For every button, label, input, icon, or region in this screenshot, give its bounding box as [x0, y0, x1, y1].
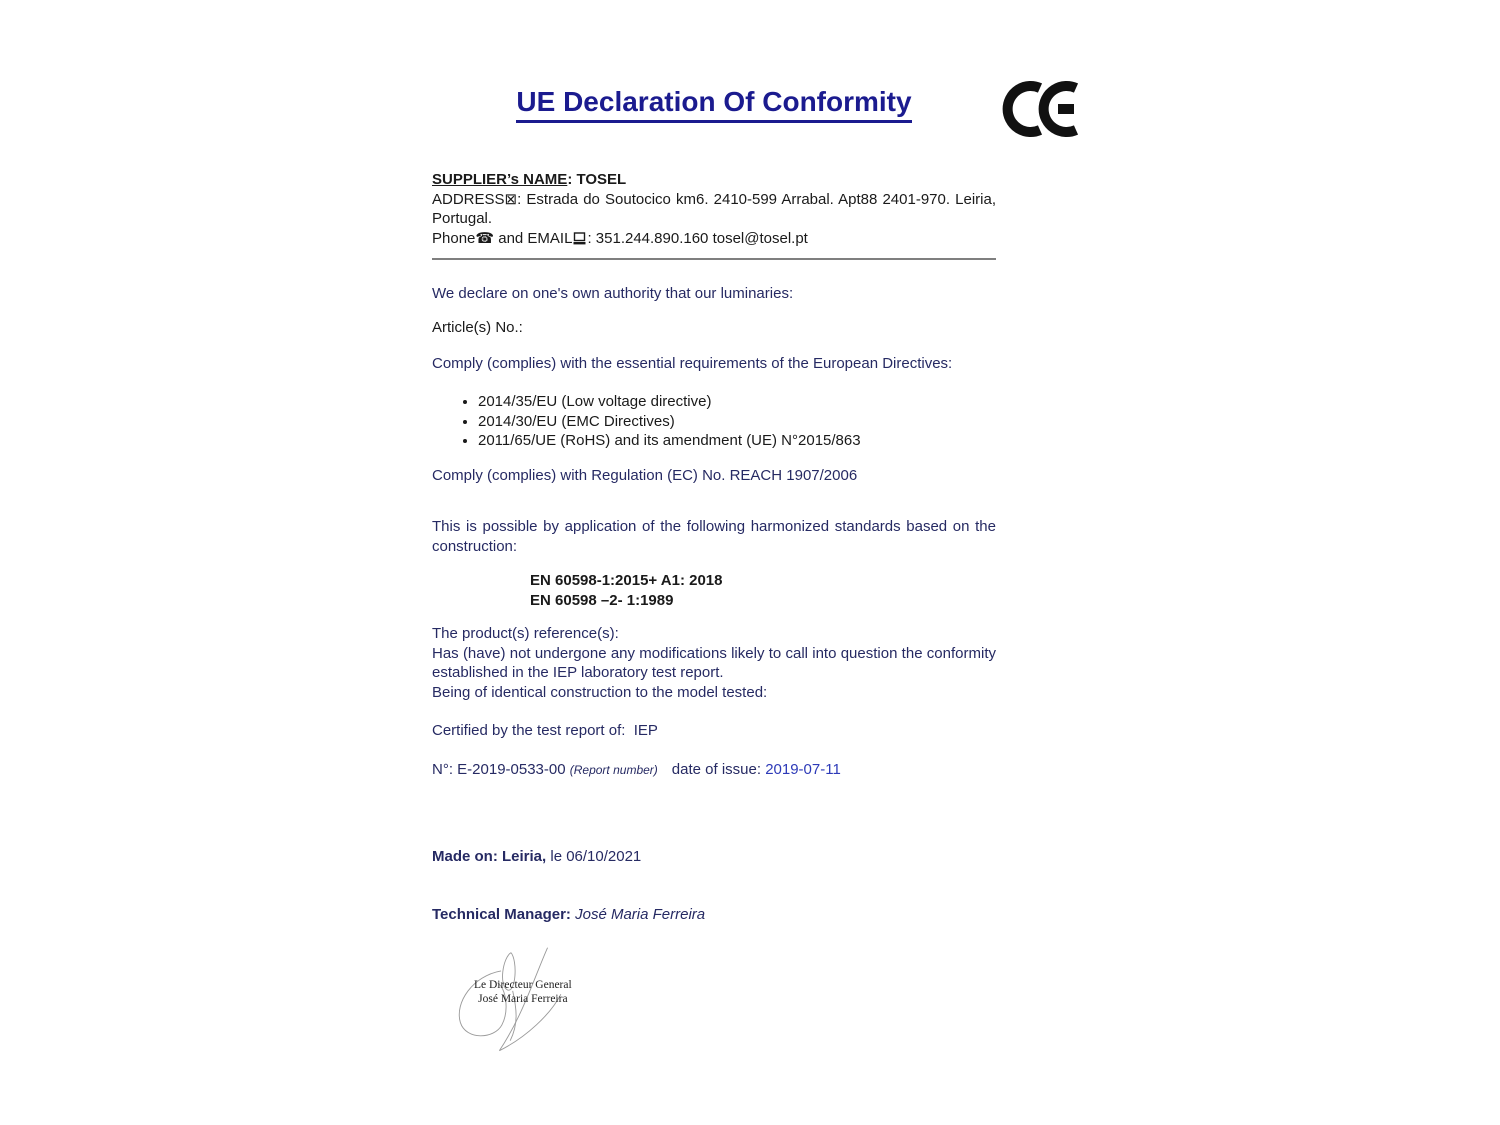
technical-manager-line [432, 905, 996, 925]
directive-item: • 2011/65/UE (RoHS) and its amendment (UE) N°2015/863 [478, 431, 996, 451]
made-on-label: Made on: Leiria, [432, 848, 547, 865]
date-of-issue-label: date of issue: [671, 761, 766, 778]
standards-list [432, 571, 996, 610]
supplier-block [432, 170, 996, 250]
harmonized-intro: This is possible by application of the following harmonized standards based on the construction: [432, 518, 996, 555]
comply-reach-line: Comply (complies) with Regulation (EC) No. REACH 1907/2006 [432, 467, 858, 484]
envelope-icon: ⊠ [504, 190, 518, 208]
telephone-icon: ☎ [475, 229, 495, 247]
date-of-issue-value: 2019-07-11 [765, 761, 841, 778]
certified-line: Certified by the test report of: IEP [432, 722, 658, 739]
address-value: : Estrada do Soutocico km6. 2410-599 Arrabal. Apt88 2401-970. Leiria, Portugal. [432, 190, 996, 227]
supplier-name-label: SUPPLIER’s NAME [432, 171, 568, 188]
signature-text [474, 978, 572, 1006]
product-reference-line: The product(s) reference(s): [432, 625, 619, 642]
made-on-value: le 06/10/2021 [546, 848, 642, 865]
ce-mark-svg [1002, 80, 1078, 138]
manager-label: Technical Manager: [432, 906, 571, 923]
phone-label: Phone [432, 229, 476, 247]
report-number-note: (Report number) [569, 763, 658, 777]
directives-list [432, 392, 996, 451]
made-on-line [432, 847, 996, 867]
standard-item: EN 60598-1:2015+ A1: 2018 [530, 572, 723, 589]
comply-directives-line: Comply (complies) with the essential requirements of the European Directives: [432, 355, 953, 372]
signature-block [446, 946, 626, 1056]
supplier-address-line [432, 190, 996, 229]
no-modifications-line: Has (have) not undergone any modifications likely to call into question the conformity established in the IEP laboratory test report. [432, 644, 996, 681]
contact-value: : 351.244.890.160 tosel@tosel.pt [587, 229, 808, 247]
ce-mark-icon [1002, 80, 1078, 143]
page-title [432, 86, 996, 123]
standard-item: EN 60598 –2- 1:1989 [530, 591, 674, 609]
product-reference-block [432, 624, 996, 702]
report-line [432, 760, 996, 781]
document-body [432, 0, 996, 1125]
supplier-contact-line [432, 229, 996, 251]
address-label: ADDRESS [432, 190, 505, 208]
supplier-name-line [432, 170, 996, 190]
directive-item: • 2014/35/EU (Low voltage directive) [478, 392, 996, 412]
manager-name: José Maria Ferreira [570, 906, 706, 923]
articles-line: Article(s) No.: [432, 319, 523, 336]
identical-construction-line: Being of identical construction to the model tested: [432, 683, 768, 701]
report-number: N°: E-2019-0533-00 [432, 761, 570, 778]
divider-rule [432, 258, 996, 260]
we-declare-line: We declare on one's own authority that our luminaries: [432, 285, 794, 302]
signature-line1: Le Directeur General [474, 979, 572, 991]
supplier-name-value: : TOSEL [567, 171, 627, 188]
computer-icon [573, 231, 586, 251]
page-title-text: UE Declaration Of Conformity [516, 86, 911, 123]
email-conj: and EMAIL [494, 229, 573, 247]
signature-line2: José Maria Ferreira [478, 993, 568, 1005]
directive-item: • 2014/30/EU (EMC Directives) [478, 412, 996, 432]
